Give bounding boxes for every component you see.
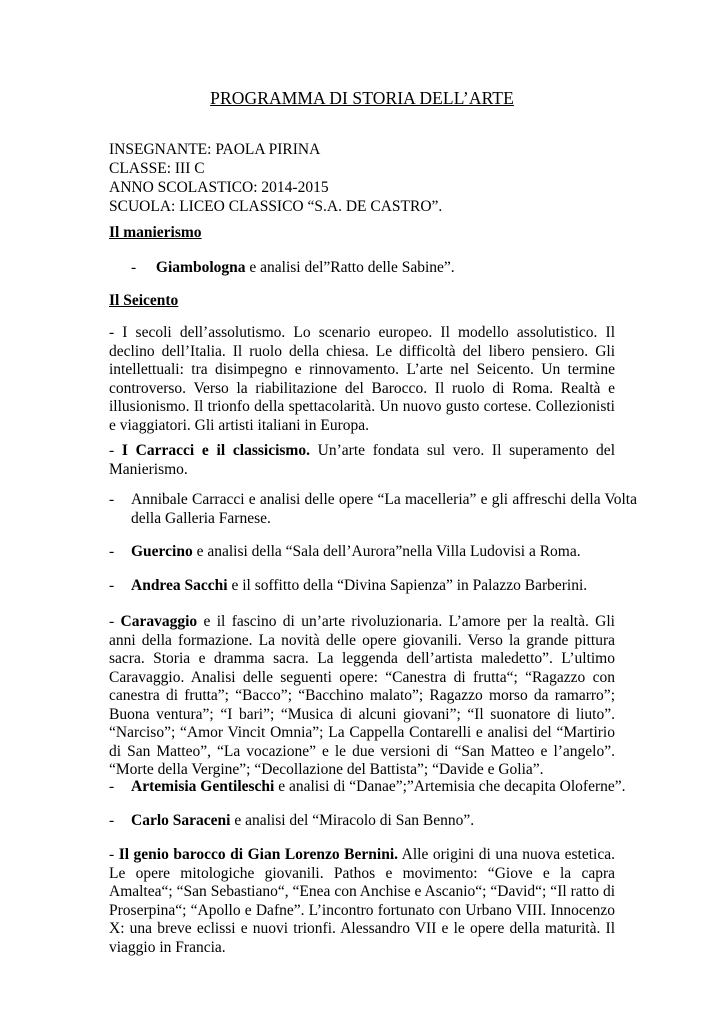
seicento-paragraph-1: - I secoli dell’assolutismo. Lo scenario europeo. Il modello assolutistico. Il declino dell’Italia. Il ruolo della chiesa. Le difficoltà del libero pensiero. Gli intellettuali: tra disimpegno e rinnovamento. L’arte nel Seicento. Un termine controverso. Verso la riabilitazione del Barocco. Il ruolo di Roma. Realtà e illusionismo. Il trionfo della spettacolarità. Un nuovo gusto cortese. Collezionisti e viaggiatori. Gli artisti italiani in Europa. bbox=[109, 324, 615, 434]
section-heading-seicento: Il Seicento bbox=[109, 292, 179, 309]
seicento-paragraph-bernini: - Il genio barocco di Gian Lorenzo Bernini. Alle origini di una nuova estetica. Le opere mitologiche giovanili. Pathos e movimento: “Giove e la capra Amaltea“; “San Sebastiano“, “Enea con Anchise e Ascanio“; “David“; “Il ratto di Proserpina“; “Apollo e Dafne”. L’incontro fortunato con Urbano VIII. Innocenzo X: una breve eclissi e nuovi trionfi. Alessandro VII e le opere della maturità. Il viaggio in Francia. bbox=[109, 846, 615, 956]
seicento-paragraph-caravaggio: - Caravaggio e il fascino di un’arte rivoluzionaria. L’amore per la realtà. Gli anni della formazione. La novità delle opere giovanili. Verso la grande pittura sacra. Storia e dramma sacra. La leggenda dell’artista maledetto”. L’ultimo Caravaggio. Analisi delle seguenti opere: “Canestra di frutta“; “Ragazzo con canestra di frutta”; “Bacco”; “Bacchino malato”; Ragazzo morso da ramarro”; Buona ventura”; “I bari”; “Musica di alcuni giovani”; “Il suonatore di liuto”. “Narciso”; “Amor Vincit Omnia”; La Cappella Contarelli e analisi del “Martirio di San Matteo”, “La vocazione” e le due versioni di “San Matteo e l’angelo”. “Morte della Vergine”; “Decollazione del Battista”; “Davide e Golia”. bbox=[109, 613, 615, 778]
bullet-dash: - bbox=[109, 543, 115, 560]
item-text: e il soffitto della “Divina Sapienza” in Palazzo Barberini. bbox=[227, 577, 588, 594]
seicento-item-annibale bbox=[109, 491, 637, 528]
item-artist: Artemisia Gentileschi bbox=[131, 778, 275, 795]
manierismo-item-1 bbox=[131, 259, 455, 278]
item-artist: Giambologna bbox=[155, 259, 246, 276]
item-text: Alle origini di una nuova estetica. Le opere mitologiche giovanili. Pathos e movimento: “Giove e la capra Amaltea“; “San Sebastiano“, “Enea con Anchise e Ascanio“; “David“; “Il ratto di Proserpina“; “Apollo e Dafne”. L’incontro fortunato con Urbano VIII. Innocenzo X: una breve eclissi e nuovi trionfi. Alessandro VII e le opere della maturità. Il viaggio in Francia. bbox=[109, 846, 615, 956]
bullet-dash: - bbox=[109, 812, 115, 829]
bullet-dash: - bbox=[109, 491, 115, 508]
seicento-paragraph-carracci: - I Carracci e il classicismo. Un’arte fondata sul vero. Il superamento del Manierismo. bbox=[109, 442, 615, 478]
item-artist: Guercino bbox=[131, 543, 193, 560]
item-text: e analisi di “Danae”;”Artemisia che decapita Oloferne”. bbox=[274, 778, 626, 795]
meta-year: ANNO SCOLASTICO: 2014-2015 bbox=[109, 179, 329, 196]
item-artist: I Carracci e il classicismo. bbox=[121, 442, 310, 459]
item-text: Annibale Carracci e analisi delle opere “La macelleria” e gli affreschi della Volta della Galleria Farnese. bbox=[131, 491, 637, 527]
meta-teacher: INSEGNANTE: PAOLA PIRINA bbox=[109, 141, 321, 158]
bullet-dash: - bbox=[131, 259, 137, 276]
seicento-item-guercino bbox=[109, 543, 637, 562]
item-artist: Andrea Sacchi bbox=[131, 577, 228, 594]
bullet-dash: - bbox=[109, 778, 115, 795]
item-text: e analisi del “Miracolo di San Benno”. bbox=[230, 812, 475, 829]
item-artist: Il genio barocco di Gian Lorenzo Bernini. bbox=[118, 846, 399, 863]
item-artist: Carlo Saraceni bbox=[131, 812, 231, 829]
item-text: e analisi della “Sala dell’Aurora”nella Villa Ludovisi a Roma. bbox=[192, 543, 581, 560]
page-title: PROGRAMMA DI STORIA DELL’ARTE bbox=[210, 88, 514, 108]
seicento-item-sacchi bbox=[109, 577, 637, 596]
bullet-dash: - bbox=[109, 577, 115, 594]
meta-class: CLASSE: III C bbox=[109, 160, 205, 177]
meta-school: SCUOLA: LICEO CLASSICO “S.A. DE CASTRO”. bbox=[109, 198, 443, 215]
item-text: e analisi del”Ratto delle Sabine”. bbox=[245, 259, 455, 276]
seicento-item-saraceni bbox=[109, 812, 637, 831]
seicento-item-artemisia bbox=[109, 778, 637, 797]
item-text: e il fascino di un’arte rivoluzionaria. L’amore per la realtà. Gli anni della formazione. La novità delle opere giovanili. Verso la grande pittura sacra. Storia e dramma sacra. La leggenda dell’artista maledetto”. L’ultimo Caravaggio. Analisi delle seguenti opere: “Canestra di frutta“; “Ragazzo con canestra di frutta”; “Bacco”; “Bacchino malato”; Ragazzo morso da ramarro”; Buona ventura”; “I bari”; “Musica di alcuni giovani”; “Il suonatore di liuto”. “Narciso”; “Amor Vincit Omnia”; La Cappella Contarelli e analisi del “Martirio di San Matteo”, “La vocazione” e le due versioni di “San Matteo e l’angelo”. “Morte della Vergine”; “Decollazione del Battista”; “Davide e Golia”. bbox=[109, 613, 615, 778]
section-heading-manierismo: Il manierismo bbox=[109, 224, 202, 241]
item-text: Un’arte fondata sul vero. Il superamento del Manierismo. bbox=[109, 442, 615, 478]
document-meta bbox=[109, 140, 442, 216]
item-artist: Caravaggio bbox=[120, 613, 198, 630]
